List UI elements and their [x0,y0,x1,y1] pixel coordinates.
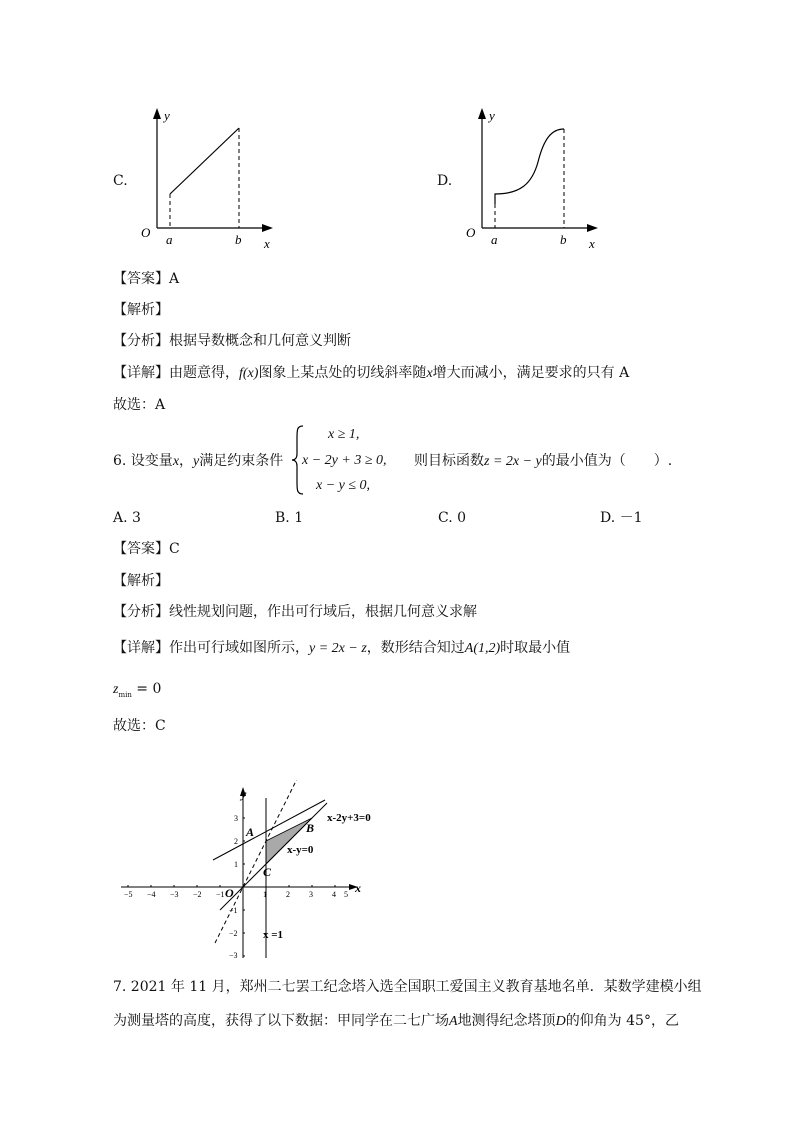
q6-detail-pt: A(1,2) [464,641,501,656]
figure-point-b: B [306,821,315,835]
q6-objective: z = 2x − y [484,454,542,469]
figure-y-tick: 1 [234,860,238,869]
q7-line-2b: 地测得纪念塔顶 [457,1013,556,1029]
graph-c-curve [170,128,239,194]
q5-jiexi: 【解析】 [113,302,169,318]
q6-detail-3: 时取最小值 [500,640,571,656]
graph-c-y-arrow [153,108,161,119]
graph-d-y-arrow [478,108,486,119]
q6-comma: ， [179,453,194,469]
q6-constraint-3: x − y ≤ 0, [316,478,371,493]
q6-answer: C [169,541,180,557]
q7-line-2a: 为测量塔的高度，获得了以下数据：甲同学在二七广场 [113,1013,449,1029]
graph-c-x-arrow [262,224,273,232]
q6-conclusion: 故选：C [113,718,166,734]
q6-option-d: D. －1 [600,510,643,526]
q5-fenxi-line [113,332,351,350]
q6-constraint-1: x ≥ 1, [328,427,360,442]
q6-constraint-2: x − 2y + 3 ≥ 0, [302,453,387,468]
figure-x-tick: −1 [216,890,225,899]
graph-d-curve [495,129,564,204]
q6-stem-4: 的最小值为（ ）. [541,453,673,469]
q6-answer-tag: 【答案】 [113,541,169,557]
q6-stem-left [113,452,283,471]
figure-x-tick: 1 [263,890,267,899]
graph-d-tick-b: b [560,232,567,247]
graph-d-x-arrow [587,224,598,232]
q6-detail-line [113,639,570,658]
q5-detail-line [113,364,629,383]
figure-x-tick: 5 [344,890,348,899]
figure-y-tick: −1 [229,906,238,915]
q6-var-y: y [193,454,200,469]
option-c-label: C. [113,173,128,189]
q7-pt-a: A [449,1014,458,1029]
figure-x-tick: −4 [147,890,156,899]
graph-c-x-label: x [264,236,270,251]
q5-detail-1: 由题意得， [169,365,239,381]
q6-stem-1: 6. 设变量 [113,453,173,469]
q6-zmin-val: = 0 [136,681,162,697]
q6-answer-line [113,540,180,558]
q5-fenxi-tag: 【分析】 [113,333,169,349]
q6-stem-right [414,452,672,471]
graph-d-origin: O [466,225,476,240]
figure-x-label: x [355,881,361,895]
q5-answer-line [113,270,179,288]
figure-x-tick: 4 [332,890,336,899]
q7-line-2c: 的仰角为 45°，乙 [565,1013,679,1029]
q5-detail-2: 图象上某点处的切线斜率随 [258,365,427,381]
q6-detail-2: ，数形结合知过 [366,640,465,656]
q7-line-1: 7. 2021 年 11 月，郑州二七罢工纪念塔入选全国职工爱国主义教育基地名单．某数学建模小组 [113,979,702,995]
graph-c-tick-b: b [235,232,242,247]
q6-option-c: C. 0 [438,510,467,526]
figure-line-label-3: x =1 [263,929,284,941]
figure-y-tick: −3 [229,951,238,960]
q6-option-b: B. 1 [275,510,304,526]
q6-var-x: x [172,454,180,469]
graph-c-tick-a: a [166,232,173,247]
graph-c-y-label: y [164,108,170,123]
graph-c-origin: O [141,225,151,240]
figure-line-label-2: x-y=0 [287,844,314,856]
graph-c [135,100,285,252]
figure-x-tick: 2 [286,890,290,899]
q6-detail-eq: y = 2x − z [309,641,367,656]
q5-answer: A [169,271,180,287]
q6-zmin-z: z [113,682,119,697]
figure-x-tick: −3 [170,890,179,899]
q6-fenxi: 线性规划问题，作出可行域后，根据几何意义求解 [169,604,477,620]
q5-conclusion: 故选：A [113,397,166,413]
q6-fenxi-line [113,603,477,621]
figure-y-label: y [241,787,247,801]
q6-stem-3: 则目标函数 [414,453,484,469]
graph-d-x-label: x [589,236,595,251]
q7-line-2 [113,1012,679,1031]
q7-pt-d: D [555,1014,566,1029]
figure-line-label-1: x-2y+3=0 [327,812,371,824]
q5-detail-fx: f(x) [239,366,259,381]
figure-origin-label: O [225,886,234,900]
figure-y-tick: 3 [234,814,238,823]
q6-stem-2: 满足约束条件 [199,453,284,469]
figure-point-a: A [246,825,255,839]
q5-answer-tag: 【答案】 [113,271,169,287]
figure-y-tick: −2 [229,929,238,938]
figure-line-objective [215,780,303,943]
q5-detail-tag: 【详解】 [113,365,169,381]
graph-d-tick-a: a [491,232,498,247]
q6-detail-tag: 【详解】 [113,640,169,656]
q6-zmin [113,680,161,700]
graph-d-y-label: y [489,108,495,123]
q5-detail-3: 增大而减小，满足要求的只有 A [432,365,630,381]
graph-d [460,100,610,252]
figure-x-tick: −2 [193,890,202,899]
option-d-label: D. [437,173,453,189]
figure-x-tick: 3 [309,890,313,899]
q6-detail-1: 作出可行域如图所示， [169,640,309,656]
figure-y-tick: 2 [234,837,238,846]
figure-x-tick: −5 [124,890,133,899]
q6-zmin-sub: min [118,691,132,699]
q6-fenxi-tag: 【分析】 [113,604,169,620]
q5-fenxi: 根据导数概念和几何意义判断 [169,333,351,349]
feasible-region-figure [115,780,395,962]
figure-point-c: C [263,865,272,879]
q5-detail-x: x [426,366,433,381]
q6-jiexi: 【解析】 [113,573,169,589]
q6-option-a: A. 3 [113,510,141,526]
